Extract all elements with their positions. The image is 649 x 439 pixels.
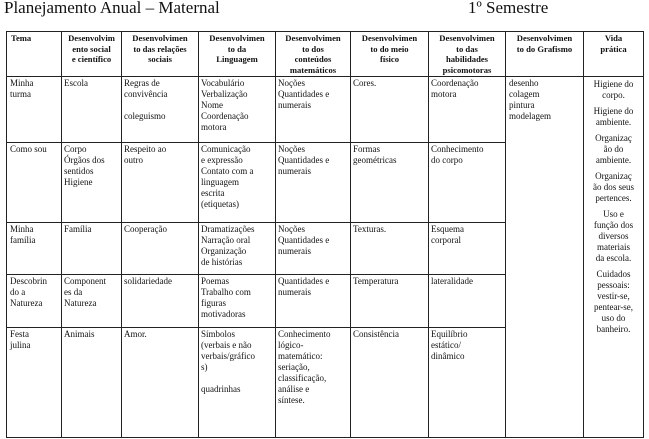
planning-table: [6, 31, 644, 438]
cell-grafismo: [506, 77, 584, 438]
cell-tema: [7, 143, 62, 223]
cell-line: desenho: [509, 78, 539, 88]
vida-pratica-line: ambiente.: [595, 155, 632, 165]
cell-line: prática: [600, 43, 627, 54]
cell-line: Dramatizações: [201, 224, 255, 234]
cell-meio-fisico: [351, 77, 429, 143]
cell-line: to das relações: [133, 43, 187, 54]
blank-line: [124, 100, 196, 111]
cell-line: Higiene: [64, 177, 93, 187]
cell-line: convivência: [124, 89, 168, 99]
blank-line: [201, 373, 273, 384]
cell-line: conteúdos: [294, 54, 332, 64]
cell-line: Verbalização: [201, 89, 248, 99]
cell-meio-fisico: [351, 275, 429, 328]
cell-line: linguagem: [201, 177, 239, 187]
cell-line: Símbolos: [201, 329, 236, 339]
header-relacoes-sociais: [122, 32, 199, 77]
vida-pratica-line: pertences.: [595, 193, 632, 203]
vida-pratica-line: diversos: [598, 231, 629, 241]
cell-line: numerais: [278, 287, 311, 297]
vida-pratica-line: banheiro.: [596, 324, 631, 334]
cell-line: Consistência: [353, 329, 399, 339]
cell-line: Linguagem: [216, 54, 258, 64]
cell-line: habilidades: [445, 54, 489, 64]
cell-line: to do Grafismo: [516, 43, 573, 54]
cell-line: (verbais e não: [201, 340, 252, 350]
cell-relacoes: [122, 223, 199, 275]
cell-line: sociais: [148, 54, 172, 64]
cell-line: colagem: [509, 89, 540, 99]
cell-line: modelagem: [509, 111, 551, 121]
cell-linguagem: [199, 77, 276, 143]
vida-pratica-line: Organizaç: [595, 133, 632, 143]
cell-line: Animais: [64, 329, 95, 339]
header-grafismo: [506, 32, 584, 77]
cell-line: to das: [456, 43, 478, 54]
cell-line: Quantidades e: [278, 235, 330, 245]
cell-line: e expressão: [201, 155, 243, 165]
cell-linguagem: [199, 328, 276, 438]
cell-social: [62, 223, 122, 275]
cell-line: Comunicação: [201, 144, 251, 154]
cell-line: Regras de: [124, 78, 160, 88]
cell-line: Desenvolvimen: [361, 33, 418, 43]
cell-line: to do meio: [370, 43, 409, 54]
cell-matematicos: [276, 223, 351, 275]
cell-line: Desenvolvimen: [132, 33, 188, 43]
cell-line: motivadoras: [201, 309, 246, 319]
cell-line: lógico-: [278, 340, 304, 350]
vida-pratica-line: Higiene do: [593, 79, 634, 89]
cell-psicomotoras: [429, 275, 506, 328]
cell-line: Desenvolvimen: [516, 33, 573, 43]
header-vida-pratica: [584, 32, 644, 77]
vida-pratica-line: Cuidados: [596, 269, 631, 279]
header-social-cientifico: [62, 32, 122, 77]
cell-line: Minha: [10, 224, 34, 234]
cell-matematicos: [276, 77, 351, 143]
cell-line: ento social: [72, 43, 111, 54]
cell-vida-pratica: [584, 77, 644, 438]
vida-pratica-line: da escola.: [595, 253, 632, 263]
cell-line: figuras: [201, 298, 226, 308]
cell-line: Quantidades e: [278, 89, 330, 99]
cell-relacoes: [122, 77, 199, 143]
cell-line: Equilíbrio: [431, 329, 468, 339]
cell-line: motora: [431, 89, 457, 99]
cell-line: Como sou: [10, 144, 47, 154]
cell-line: e científico: [71, 54, 112, 64]
vida-pratica-line: pentear-se,: [593, 302, 634, 312]
cell-line: Órgãos dos: [64, 155, 105, 165]
cell-meio-fisico: [351, 223, 429, 275]
cell-line: to dos: [302, 43, 324, 54]
cell-line: Tema: [11, 33, 32, 43]
header-tema: [7, 32, 62, 77]
cell-line: Cores.: [353, 78, 377, 88]
cell-line: (etiquetas): [201, 199, 239, 209]
cell-social: [62, 143, 122, 223]
header-linguagem: [199, 32, 276, 77]
cell-line: Noções: [278, 78, 305, 88]
cell-line: Amor.: [124, 329, 147, 339]
cell-line: Desenvolvim: [68, 33, 115, 43]
vida-pratica-line: corpo.: [602, 90, 625, 100]
cell-line: Desenvolvimen: [439, 33, 495, 43]
vida-pratica-line: materiais: [597, 242, 630, 252]
cell-line: Narração oral: [201, 235, 251, 245]
cell-line: do a: [10, 287, 26, 297]
cell-line: Natureza: [64, 298, 97, 308]
cell-line: Escola: [64, 78, 88, 88]
vida-pratica-line: função dos: [593, 220, 634, 230]
cell-line: verbais/gráfico: [201, 351, 255, 361]
cell-line: estático/: [431, 340, 461, 350]
cell-line: quadrinhas: [201, 384, 241, 394]
cell-line: Minha: [10, 78, 34, 88]
cell-line: Coordenação: [431, 78, 479, 88]
cell-line: Nome: [201, 100, 223, 110]
cell-line: Conhecimento: [278, 329, 331, 339]
cell-line: pintura: [509, 100, 535, 110]
cell-line: família: [10, 235, 36, 245]
cell-matematicos: [276, 328, 351, 438]
cell-line: Quantidades e: [278, 276, 330, 286]
cell-line: Trabalho com: [201, 287, 251, 297]
cell-line: Família: [64, 224, 92, 234]
cell-line: Esquema: [431, 224, 464, 234]
cell-line: julina: [10, 340, 31, 350]
cell-psicomotoras: [429, 77, 506, 143]
cell-line: análise e: [278, 384, 310, 394]
cell-relacoes: [122, 143, 199, 223]
cell-tema: [7, 275, 62, 328]
cell-line: Contato com a: [201, 166, 254, 176]
cell-line: Component: [64, 276, 106, 286]
cell-line: numerais: [278, 100, 311, 110]
cell-line: Natureza: [10, 298, 43, 308]
cell-line: solidariedade: [124, 276, 172, 286]
vida-pratica-line: ão do: [603, 144, 624, 154]
vida-pratica-line: uso do: [601, 313, 626, 323]
cell-line: numerais: [278, 246, 311, 256]
cell-linguagem: [199, 223, 276, 275]
cell-line: psicomotoras: [442, 64, 492, 75]
cell-line: outro: [124, 155, 143, 165]
cell-line: Vocabulário: [201, 78, 245, 88]
cell-tema: [7, 223, 62, 275]
cell-line: Corpo: [64, 144, 87, 154]
cell-line: Cooperação: [124, 224, 167, 234]
cell-relacoes: [122, 275, 199, 328]
cell-relacoes: [122, 328, 199, 438]
cell-line: Temperatura: [353, 276, 399, 286]
cell-line: Noções: [278, 224, 305, 234]
cell-social: [62, 77, 122, 143]
vida-pratica-line: vestir-se,: [597, 291, 630, 301]
cell-tema: [7, 77, 62, 143]
cell-line: síntese.: [278, 395, 305, 405]
cell-line: de histórias: [201, 257, 243, 267]
cell-line: es da: [64, 287, 83, 297]
semester-label: 1º Semestre: [468, 0, 549, 17]
cell-line: escrita: [201, 188, 225, 198]
cell-line: Formas: [353, 144, 380, 154]
cell-line: Descobrin: [10, 276, 47, 286]
cell-line: Coordenação: [201, 111, 249, 121]
cell-line: Respeito ao: [124, 144, 167, 154]
cell-line: numerais: [278, 166, 311, 176]
cell-line: Noções: [278, 144, 305, 154]
cell-line: lateralidade: [431, 276, 473, 286]
header-meio-fisico: [351, 32, 429, 77]
header-habilidades-psicomotoras: [429, 32, 506, 77]
cell-line: Quantidades e: [278, 155, 330, 165]
cell-line: motora: [201, 122, 227, 132]
cell-linguagem: [199, 143, 276, 223]
vida-pratica-line: ambiente.: [595, 117, 632, 127]
cell-matematicos: [276, 275, 351, 328]
cell-line: seriação,: [278, 362, 310, 372]
cell-line: sentidos: [64, 166, 94, 176]
vida-pratica-line: Organizaç: [595, 171, 632, 181]
cell-line: Vida: [604, 33, 623, 43]
page-title: Planejamento Anual – Maternal: [4, 0, 220, 17]
cell-tema: [7, 328, 62, 438]
table-row: [7, 77, 644, 143]
vida-pratica-line: Uso e: [603, 209, 624, 219]
cell-line: Poemas: [201, 276, 229, 286]
cell-line: Conhecimento: [431, 144, 484, 154]
cell-line: Festa: [10, 329, 29, 339]
vida-pratica-line: pessoais:: [597, 280, 630, 290]
cell-line: dinâmico: [431, 351, 465, 361]
cell-line: corporal: [431, 235, 461, 245]
cell-line: s): [201, 362, 208, 372]
cell-matematicos: [276, 143, 351, 223]
cell-psicomotoras: [429, 328, 506, 438]
vida-pratica-line: Higiene do: [593, 106, 634, 116]
cell-meio-fisico: [351, 143, 429, 223]
cell-social: [62, 328, 122, 438]
cell-line: Texturas.: [353, 224, 387, 234]
cell-line: físico: [379, 54, 400, 64]
header-row: [7, 32, 644, 77]
cell-line: coleguismo: [124, 111, 166, 121]
cell-line: Desenvolvimen: [209, 33, 265, 43]
cell-line: matemáticos: [289, 64, 337, 75]
cell-line: matemático:: [278, 351, 323, 361]
cell-line: do corpo: [431, 155, 463, 165]
cell-line: Desenvolvimen: [285, 33, 341, 43]
cell-line: turma: [10, 89, 31, 99]
vida-pratica-line: ão dos seus: [593, 182, 634, 192]
cell-meio-fisico: [351, 328, 429, 438]
cell-psicomotoras: [429, 143, 506, 223]
cell-social: [62, 275, 122, 328]
cell-line: Organização: [201, 246, 247, 256]
cell-psicomotoras: [429, 223, 506, 275]
cell-line: to da: [227, 43, 247, 54]
cell-linguagem: [199, 275, 276, 328]
cell-line: classificação,: [278, 373, 327, 383]
cell-line: geométricas: [353, 155, 397, 165]
header-conteudos-matematicos: [276, 32, 351, 77]
